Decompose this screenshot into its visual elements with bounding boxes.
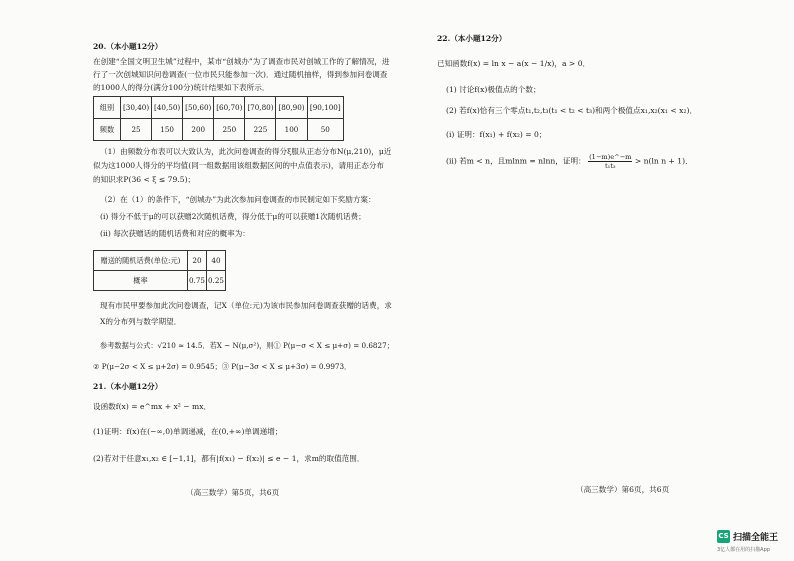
table-cell: 250 [214,119,245,141]
q20-part1-line-3: 的知识求P(36 < ξ ≤ 79.5)； [93,175,196,184]
q21-heading: 21.（本小题12分） [93,382,163,391]
camscanner-logo: CS [717,530,730,543]
table-row [94,97,344,119]
camscanner-name: 扫描全能王 [733,533,779,543]
q21-part1: (1)证明：f(x)在(−∞,0)单调递减，在(0,+∞)单调递增； [93,427,283,436]
q20-part2-line-1: （2）在（1）的条件下，“创城办”为此次参加问卷调查的市民制定如下奖励方案： [100,195,376,204]
table-cell: 100 [276,119,307,141]
reference-data-line-1: 参考数据与公式：√210 ≈ 14.5．若X ~ N(μ,σ²)，则① P(μ−σ < X ≤ μ+σ) = 0.6827； [100,341,394,350]
q20-paragraph-line-3: 的1000人的得分(满分100分)统计结果如下表所示． [93,83,270,92]
table-cell: [50,60) [183,97,214,119]
frequency-table [93,96,344,141]
table-cell: 200 [183,119,214,141]
q20-paragraph-line-1: 在创建“全国文明卫生城”过程中，某市“创城办”为了调查市民对创城工作的了解情况，进 [93,57,390,66]
q22-definition: 已知函数f(x) = ln x − a(x − 1/x)，a > 0． [437,59,591,68]
table-cell: 0.75 [188,271,207,291]
table-cell: [60,70) [214,97,245,119]
table-cell: 40 [207,251,226,271]
q20-part2-rule-ii: (ii) 每次获赠话的随机话费和对应的概率为： [100,229,250,238]
table-cell: 频数 [94,119,121,141]
q22-part2-ii-condition: (ii) 若m < n，且mlnm = nlnn，证明： [446,156,586,166]
q22-heading: 22.（本小题12分） [437,34,507,43]
table-cell: 组别 [94,97,121,119]
table-cell: [80,90) [276,97,307,119]
page-footer-right: （高三数学）第6页，共6页 [576,485,670,494]
q20-part2-line-4: 现有市民甲要参加此次问卷调查，记X（单位:元)为该市民参加问卷调查获赠的话费，求 [100,301,392,310]
table-cell: [40,50) [152,97,183,119]
table-cell: 赠送的随机话费(单位:元) [94,251,188,271]
q20-part2-rule-i: (i) 得分不低于μ的可以获赠2次随机话费，得分低于μ的可以获赠1次随机话费； [100,212,366,221]
q20-heading: 20.（本小题12分） [93,42,163,51]
q20-part1-line-2: 似为这1000人得分的平均值(同一组数据用该组数据区间的中点值表示)，请用正态分布 [93,161,385,170]
table-cell: 150 [152,119,183,141]
table-cell: [30,40) [121,97,152,119]
q22-fraction-denominator: t₁t₃ [604,162,616,170]
table-cell: 225 [245,119,276,141]
q22-fraction-numerator: (1−m)e^−m [589,153,632,161]
table-cell: 0.25 [207,271,226,291]
q22-fraction [588,153,632,170]
q21-definition: 设函数f(x) = e^mx + x² − mx． [93,402,212,411]
table-cell: [70,80) [245,97,276,119]
q22-part1: (1) 讨论f(x)极值点的个数； [446,85,541,94]
table-cell: [90,100] [307,97,343,119]
camscanner-tagline: 3亿人都在用的扫描App [717,547,770,553]
table-cell: 25 [121,119,152,141]
q22-part2-i: (i) 证明：f(x₁) + f(x₂) = 0； [446,130,547,139]
q22-part2: (2) 若f(x)恰有三个零点t₁,t₂,t₃(t₁ < t₂ < t₃)和两个极值点x₁,x₂(x₁ < x₂)． [446,106,698,115]
page-footer-left: （高三数学）第5页，共6页 [186,488,280,497]
table-row [94,119,344,141]
table-cell: 概率 [94,271,188,291]
q20-paragraph-line-2: 行了一次创城知识问卷调查(一位市民只能参加一次)．通过随机抽样，得到参加问卷调查 [93,70,388,79]
right-page [430,0,794,561]
q21-part2: (2)若对于任意x₁,x₂ ∈ [−1,1]，都有|f(x₁) − f(x₂)| ≤ e − 1，求m的取值范围． [93,454,365,463]
table-cell: 50 [307,119,343,141]
q20-part2-line-5: X的分布列与数学期望． [100,317,182,326]
table-cell: 20 [188,251,207,271]
table-row [94,271,226,291]
q22-part2-ii [446,153,693,170]
table-row [94,251,226,271]
reference-data-line-2: ② P(μ−2σ < X ≤ μ+2σ) = 0.9545；③ P(μ−3σ < X ≤ μ+3σ) = 0.9973． [93,362,352,371]
q20-part1-line-1: （1）由频数分布表可以大致认为，此次问卷调查的得分ξ服从正态分布N(μ,210)，μ近 [100,147,392,156]
q22-part2-ii-conclusion: > n(ln n + 1)． [634,156,693,166]
prize-probability-table [93,250,226,291]
